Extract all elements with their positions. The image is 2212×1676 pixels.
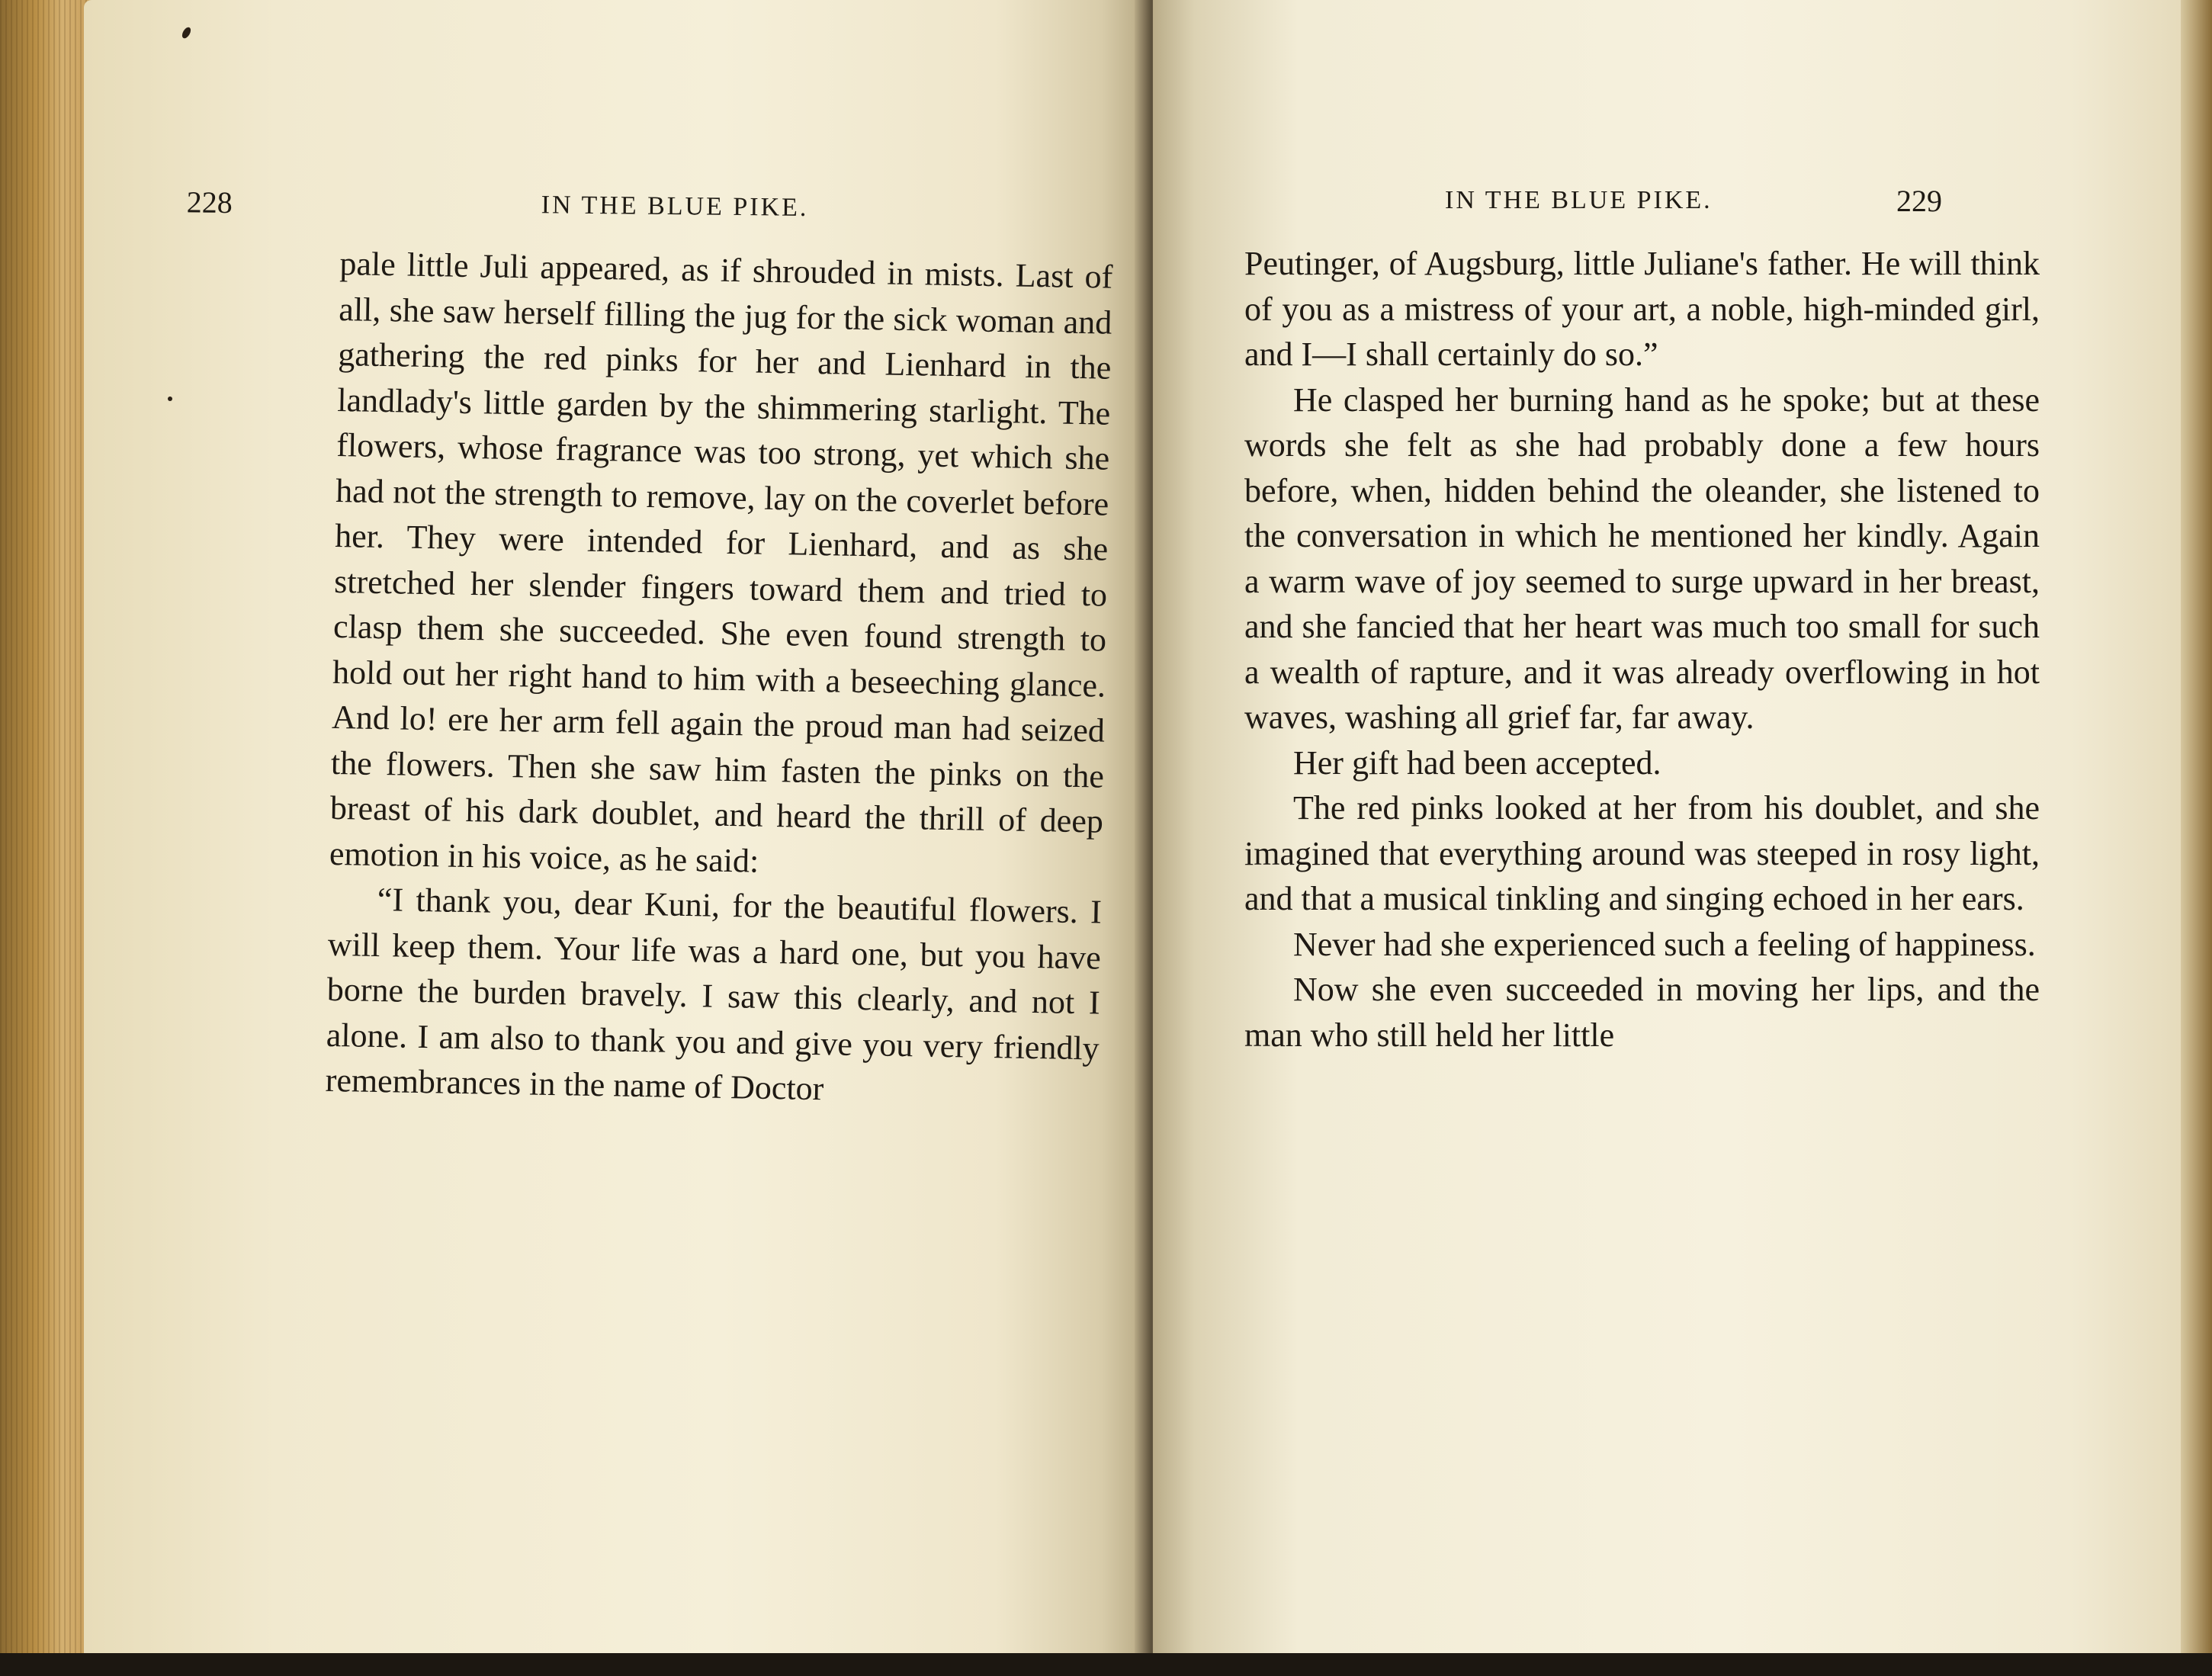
- paragraph: Peutinger, of Augsburg, little Juliane's father. He will think of you as a mistress of your art, a noble, high-minded girl, and I—I shall certainly do so.”: [1244, 245, 2040, 373]
- left-page-header: [84, 183, 1144, 233]
- right-page: [1153, 0, 2194, 1676]
- page-number-right: 229: [1896, 184, 1942, 218]
- paragraph: Never had she experienced such a feeling of happiness.: [1293, 925, 2036, 963]
- ink-speck: [168, 397, 172, 401]
- left-page: [84, 0, 1144, 1676]
- left-page-body: [325, 241, 1113, 1116]
- background-shadow: [0, 1653, 2212, 1676]
- right-page-edges: [2181, 0, 2212, 1676]
- page-number-left: 228: [186, 185, 233, 220]
- right-page-body: [1244, 241, 2040, 1058]
- paragraph: Her gift had been accepted.: [1293, 743, 1661, 782]
- paragraph: The red pinks looked at her from his doublet, and she imagined that everything around was steeped in rosy light, and that a musical tinkling and singing echoed in her ears.: [1244, 789, 2040, 917]
- ink-speck: [181, 26, 193, 40]
- paragraph: He clasped her burning hand as he spoke; but at these words she felt as she had probably done a few hours before, when, hidden behind the oleander, she listened to the conversation in which he mentioned her kindly. Again a warm wave of joy seemed to surge upward in her breast, and she fancied that her heart was much too small for such a wealth of rapture, and it was already overflowing in hot waves, washing all grief far, far away.: [1244, 380, 2040, 736]
- running-head-left: IN THE BLUE PIKE.: [541, 191, 809, 222]
- right-page-header: [1153, 183, 2194, 221]
- running-head-right: IN THE BLUE PIKE.: [1445, 186, 1713, 214]
- paragraph: “I thank you, dear Kuni, for the beautiful flowers. I will keep them. Your life was a hard one, but you have borne the burden bravely. I saw this clearly, and not I alone. I am also to thank you and give you very friendly remembrances in the name of Doctor: [325, 880, 1103, 1108]
- paragraph: pale little Juli appeared, as if shrouded in mists. Last of all, she saw herself filling the jug for the sick woman and gathering the red pinks for her and Lienhard in the landlady's little garden by the shimmering starlight. The flowers, whose fragrance was too strong, yet which she had not the strength to remove, lay on the coverlet before her. They were intended for Lienhard, and as she stretched her slender fingers toward them and tried to clasp them she succeeded. She even found strength to hold out her right hand to him with a beseeching glance. And lo! ere her arm fell again the proud man had seized the flowers. Then she saw him fasten the pinks on the breast of his dark doublet, and heard the thrill of deep emotion in his voice, as he said:: [329, 244, 1113, 880]
- paragraph: Now she even succeeded in moving her lips, and the man who still held her little: [1244, 971, 2040, 1054]
